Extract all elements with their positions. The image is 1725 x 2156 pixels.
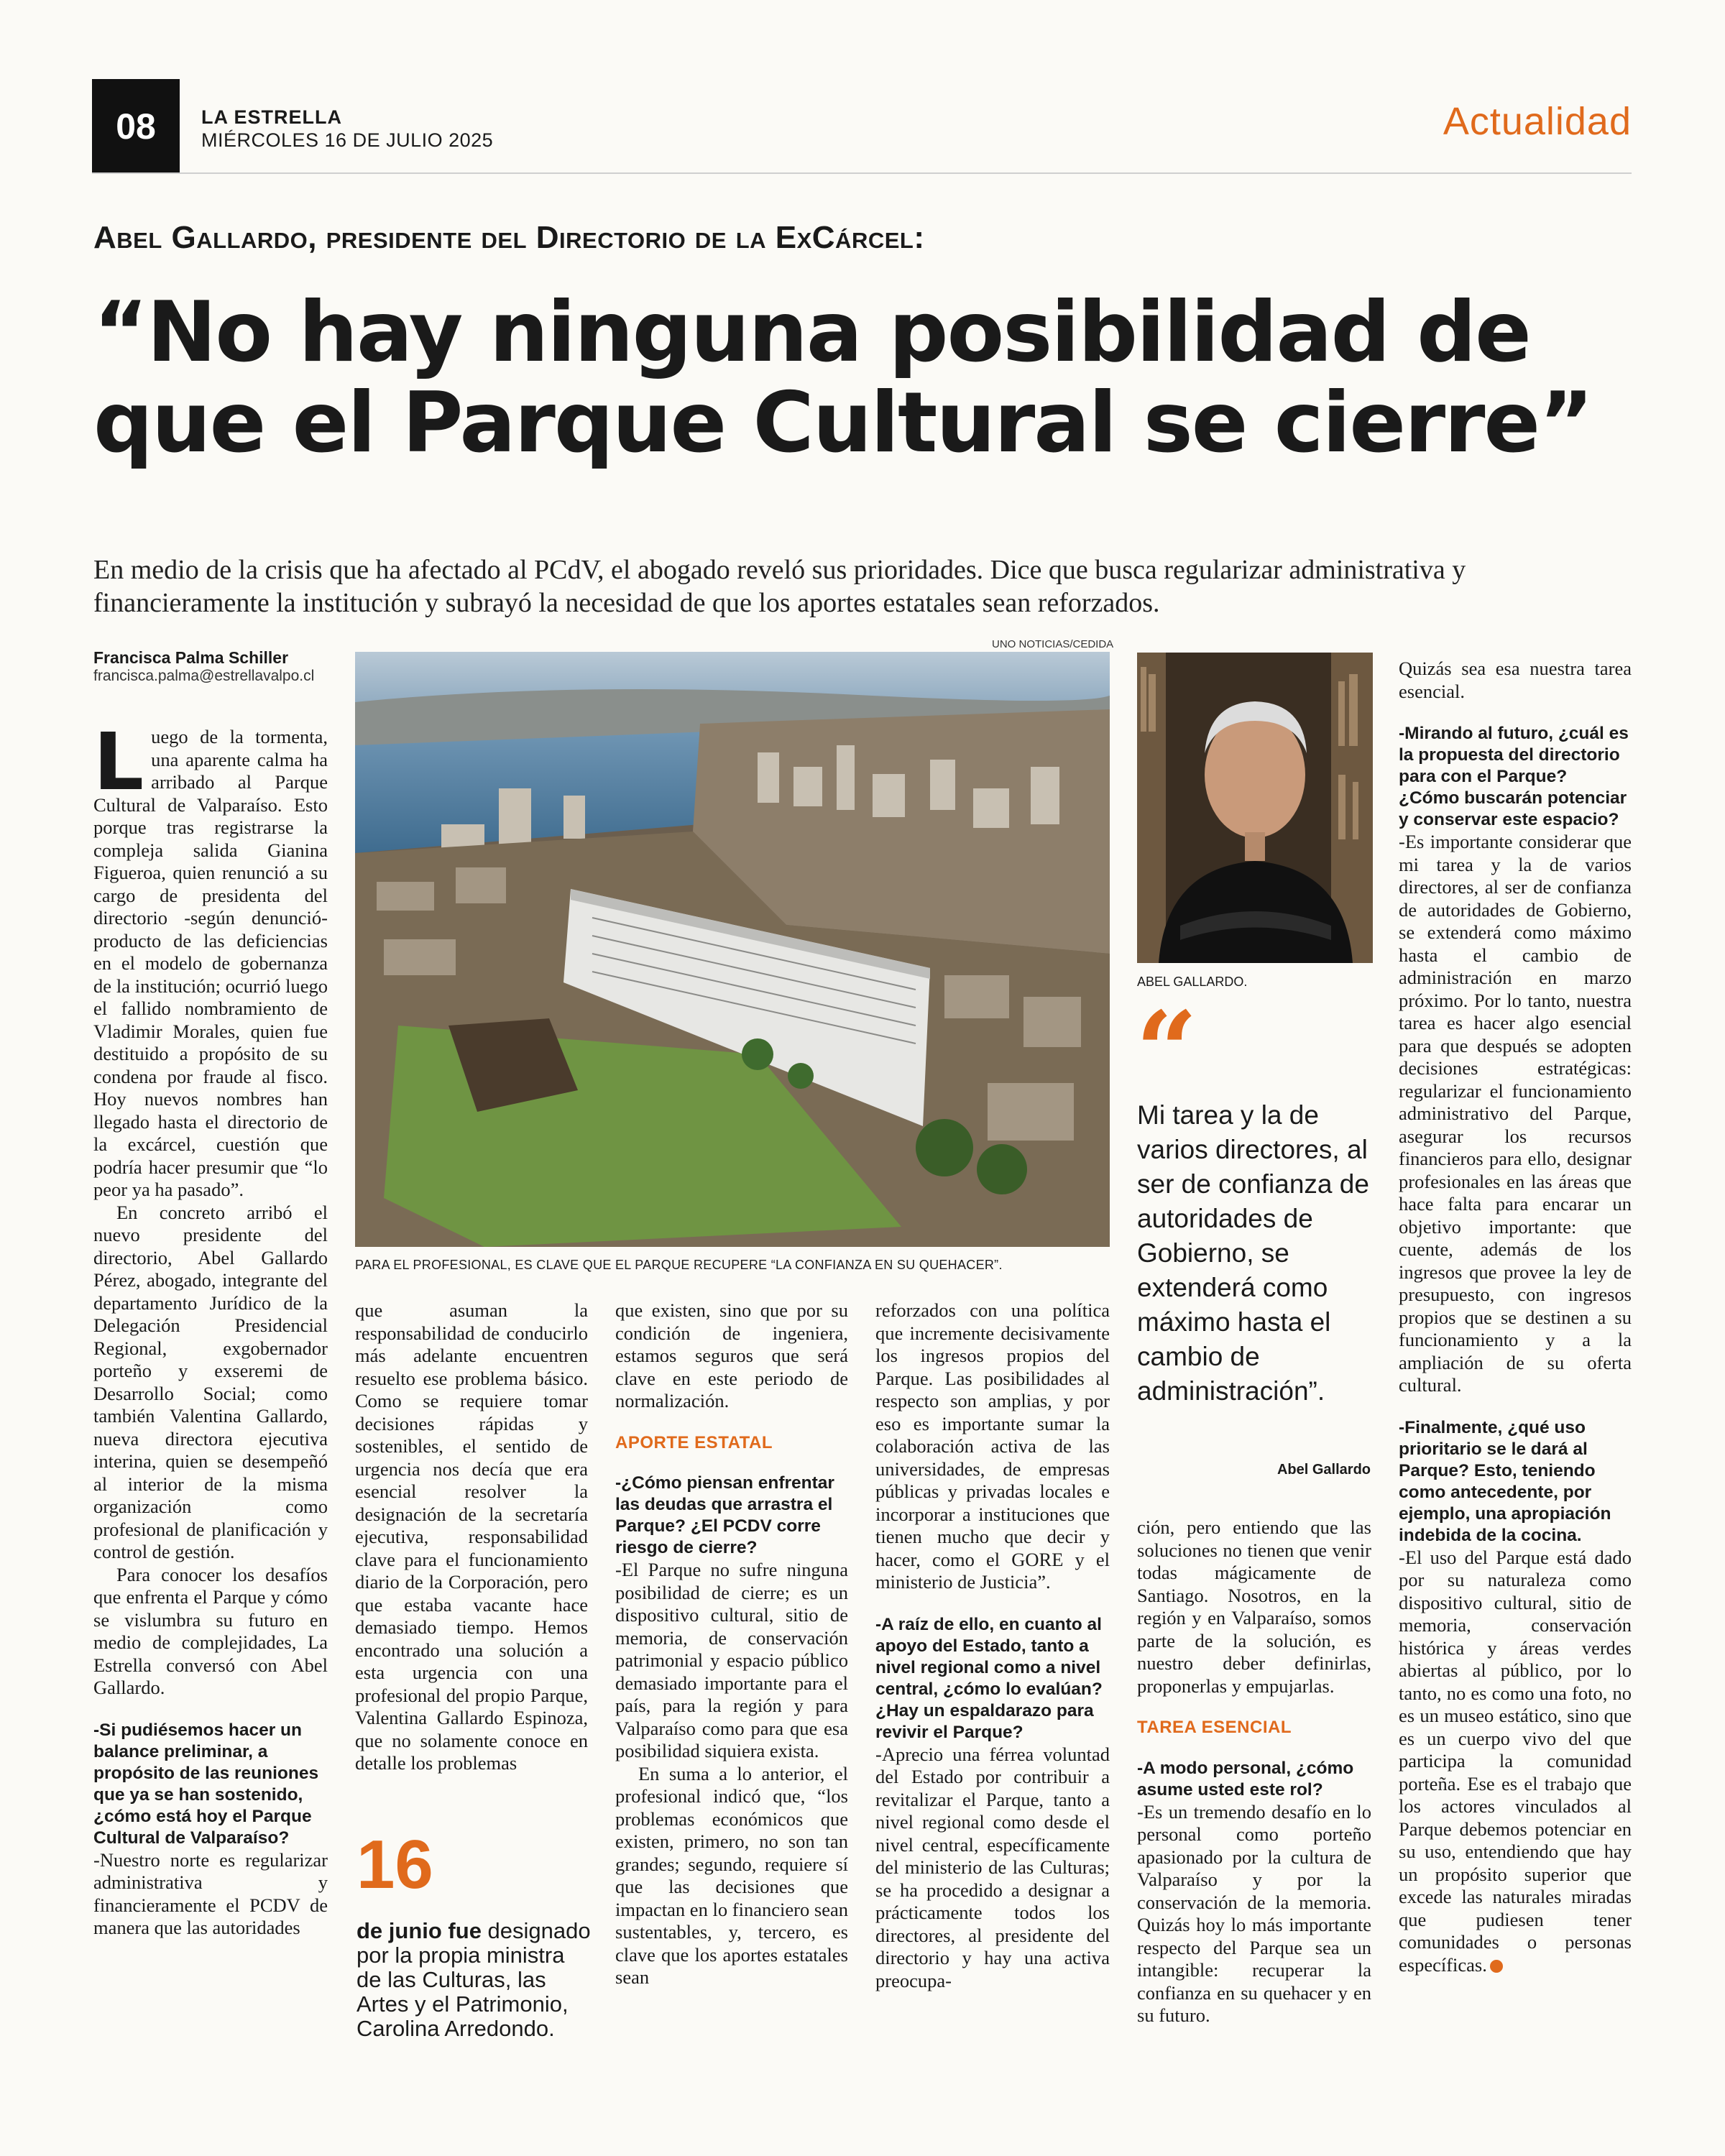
interview-question: -A modo personal, ¿cómo asume usted este rol?: [1137, 1758, 1354, 1800]
pull-quote-author: Abel Gallardo: [1276, 1462, 1371, 1478]
interview-answer: -Nuestro norte es regularizar administrativa y financieramente el PCDV de manera que las autoridades: [93, 1848, 328, 1938]
subheading: TAREA ESENCIAL: [1137, 1718, 1292, 1737]
aerial-photo: [355, 652, 1110, 1247]
newspaper-name: LA ESTRELLA: [201, 106, 342, 128]
section-label: Actualidad: [1443, 100, 1632, 143]
header-divider: [92, 172, 1632, 174]
author-name: Francisca Palma Schiller: [93, 648, 289, 667]
portrait-caption: ABEL GALLARDO.: [1137, 975, 1248, 989]
interview-answer: -Es importante considerar que mi tarea y la de varios directores, al ser de confianza de autoridades de Gobierno, se extenderá como máximo hasta el cambio de administración en marzo próximo. Por lo tanto, nuestra tarea es hacer algo esencial para que después se adopten decisiones estratégicas: regularizar el funcionamiento administrativo del Parque, asegurar los recursos financieros para ello, designar profesionales en las áreas que hace falta para encarar un objetivo importante: que cuente, además de los ingresos que provee la ley de presupuesto, con ingresos propios que se destinen a su funcionamiento y a la ampliación de su oferta cultural.: [1399, 831, 1632, 1396]
fact-text: de junio fue designado por la propia ministra de las Culturas, las Artes y el Patrimonio, Carolina Arredondo.: [356, 1918, 591, 2041]
interview-answer: que existen, sino que por su condición de ingeniera, estamos seguros que será clave en este periodo de normalización.: [615, 1299, 848, 1411]
interview-question: -A raíz de ello, en cuanto al apoyo del Estado, tanto a nivel regional como a nivel central, ¿cómo lo evalúan? ¿Hay un espaldarazo para revivir el Parque?: [875, 1614, 1103, 1742]
interview-answer: reforzados con una política que incremente decisivamente los ingresos propios del Parque. Las posibilidades al respecto son amplias, y por eso es importante sumar la colaboración activa de las universidades, de empresas públicas y privadas locales e incorporar a instituciones que tienen mucho que decir y hacer, como el GORE y el ministerio de Justicia”.: [875, 1299, 1110, 1593]
interview-answer: -El uso del Parque está dado por su naturaleza como dispositivo cultural, sitio de memoria, conservación histórica y áreas verdes abiertas al público, por lo tanto, no es como una foto, no es un museo estático, sino que es un cuerpo vivo del que participa la comunidad porteña. Ese es el trabajo que los actores vinculados al Parque debemos potenciar en su uso, entendiendo que hay un propósito superior que excede las naturales miradas que pudiesen tener comunidades o personas específicas.: [1399, 1546, 1632, 1976]
article-deck: En medio de la crisis que ha afectado al PCdV, el abogado reveló sus prioridades. Dice que busca regularizar administrativa y financieramente la institución y subrayó la necesidad de que los aportes estatales sean reforzados.: [93, 555, 1466, 618]
article-column-3: [615, 1299, 848, 1989]
article-headline: “No hay ninguna posibilidad de que el Parque Cultural se cierre”: [93, 284, 1593, 471]
photo-credit: UNO NOTICIAS/CEDIDA: [992, 638, 1114, 650]
article-paragraph: Luego de la tormenta, una aparente calma ha arribado al Parque Cultural de Valparaíso. Esto porque tras registrarse la compleja salida Gianina Figueroa, quien renunció a su cargo de presidenta del directorio -según denunció- producto de las deficiencias en el modelo de gobernanza de la institución; ocurrió luego el fallido nombramiento de Vladimir Morales, quien fue destituido a propósito de su condena por fraude al fisco. Hoy nuevos nombres han llegado hasta el directorio de la excárcel, cuestión que podría hacer presumir que “lo peor ya ha pasado”.: [93, 716, 328, 1200]
pull-quote: Mi tarea y la de varios directores, al ser de confianza de autoridades de Gobierno, se extenderá como máximo hasta el cambio de administración”.: [1137, 1100, 1369, 1406]
article-paragraph: En concreto arribó el nuevo presidente del directorio, Abel Gallardo Pérez, abogado, integrante del departamento Jurídico de la Delegación Presidencial Regional, exgobernador porteño y exseremi de Desarrollo Social; como también Valentina Gallardo, nueva directora ejecutiva interina, quien se desempeñó al interior de la misma organización como profesional de planificación y control de gestión.: [93, 1201, 328, 1562]
aerial-photo-graphic: [355, 652, 1110, 1247]
byline: [93, 648, 314, 685]
interview-answer: ción, pero entiendo que las soluciones no tienen que venir todas mágicamente de Santiago. Nosotros, en la región y en Valparaíso, somos parte de la solución, es nuestro deber definirlas, proponerlas y empujarlas.: [1137, 1516, 1371, 1697]
interview-answer: -Aprecio una férrea voluntad del Estado por contribuir a revitalizar el Parque, tanto a nivel regional como desde el nivel central, específicamente del ministerio de las Culturas; se ha procedido a designar a prácticamente todos los directores, al presidente del directorio y hay una activa preocupa-: [875, 1743, 1110, 1991]
article-paragraph: En suma a lo anterior, el profesional indicó que, “los problemas económicos que existen, primero, no son tan grandes; segundo, requiere sí que las decisiones que impactan en lo financiero sean sustentables, y, tercero, es clave que los aportes estatales sean: [615, 1762, 848, 1988]
author-email: francisca.palma@estrellavalpo.cl: [93, 668, 315, 684]
subheading: APORTE ESTATAL: [615, 1432, 773, 1452]
quote-mark-icon: “: [1136, 988, 1198, 1115]
end-of-article-icon: [1490, 1960, 1503, 1973]
interview-question: -Si pudiésemos hacer un balance preliminar, a propósito de las reuniones que ya se han sostenido, ¿cómo está hoy el Parque Cultural de Valparaíso?: [93, 1720, 319, 1848]
article-kicker: Abel Gallardo, presidente del Directorio de la ExCárcel:: [93, 220, 925, 255]
fact-number: 16: [356, 1826, 433, 1903]
interview-answer: -Es un tremendo desafío en lo personal como porteño apasionado por la cultura de Valparaíso y por la conservación de la memoria. Quizás hoy lo más importante respecto del Parque sea un intangible: recuperar la confianza en su quehacer y en su futuro.: [1137, 1800, 1371, 2026]
photo-caption: PARA EL PROFESIONAL, ES CLAVE QUE EL PARQUE RECUPERE “LA CONFIANZA EN SU QUEHACER”.: [355, 1258, 1003, 1272]
portrait-photo: [1137, 653, 1373, 963]
article-column-1: [93, 716, 328, 1940]
interview-question: -Mirando al futuro, ¿cuál es la propuesta del directorio para con el Parque? ¿Cómo buscarán potenciar y conservar este espacio?: [1399, 724, 1629, 829]
interview-question: -Finalmente, ¿qué uso prioritario se le dará al Parque? Esto, teniendo como antecedente, por ejemplo, una apropiación indebida de la cocina.: [1399, 1417, 1611, 1545]
interview-answer: -El Parque no sufre ninguna posibilidad de cierre; es un dispositivo cultural, sitio de memoria, de conservación patrimonial y espacio público demasiado importante para el país, para la región y para Valparaíso como para que esa posibilidad siquiera exista.: [615, 1559, 848, 1761]
interview-answer: Quizás sea esa nuestra tarea esencial.: [1399, 658, 1632, 702]
page-number: 08: [92, 79, 180, 174]
article-column-2: [355, 1299, 588, 1775]
article-paragraph: Para conocer los desafíos que enfrenta el Parque y cómo se vislumbra su futuro en medio de complejidades, La Estrella conversó con Abel Gallardo.: [93, 1563, 328, 1698]
article-column-6: [1399, 658, 1632, 1976]
portrait-graphic: [1137, 653, 1373, 963]
article-column-4: [875, 1299, 1110, 1992]
article-column-5: [1137, 1516, 1371, 2027]
interview-answer: que asuman la responsabilidad de conducirlo más adelante encuentren resuelto ese problema básico. Como se requiere tomar decisiones rápidas y sostenibles, el sentido de urgencia nos decía que era esencial resolver la designación de la secretaría ejecutiva, responsabilidad clave para el funcionamiento diario de la Corporación, pero que estaba vacante hace demasiado tiempo. Hemos encontrado una solución a esta urgencia con una profesional del propio Parque, Valentina Gallardo Espinoza, que no solamente conoce en detalle los problemas: [355, 1299, 588, 1774]
drop-cap: L: [93, 716, 144, 808]
interview-question: -¿Cómo piensan enfrentar las deudas que arrastra el Parque? ¿El PCDV corre riesgo de cierre?: [615, 1473, 834, 1557]
publication-date: MIÉRCOLES 16 DE JULIO 2025: [201, 129, 494, 151]
